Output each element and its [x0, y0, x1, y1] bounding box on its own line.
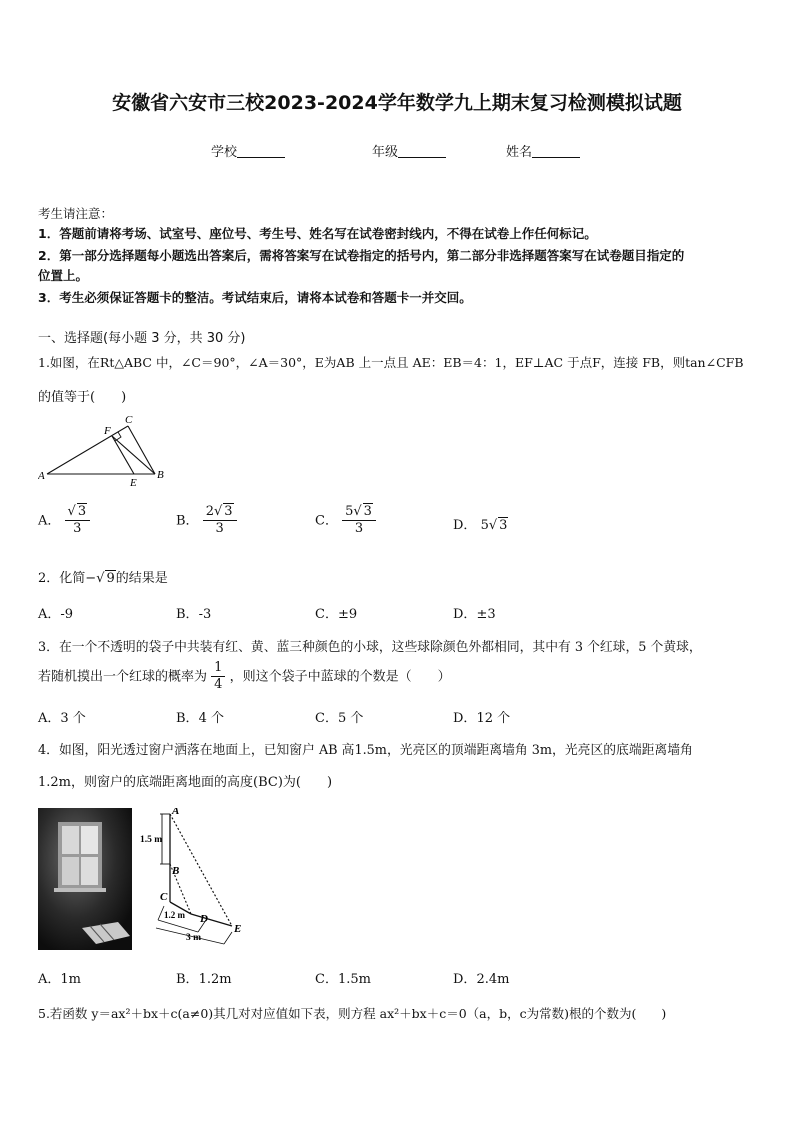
- q3-fraction-num: 1: [211, 660, 225, 677]
- q2-stem-radicand: 9: [106, 571, 115, 586]
- q1-option-b-radicand: 3: [224, 504, 233, 519]
- q2-option-b[interactable]: [176, 603, 211, 622]
- q4-label-a: A: [172, 808, 180, 817]
- q1-option-a[interactable]: [38, 504, 90, 538]
- notice-item-2: 2．第一部分选择题每小题选出答案后，需将答案写在试卷指定的括号内，第二部分非选择题答案写在试卷题目指定的: [38, 248, 685, 263]
- section-heading: 一、选择题(每小题 3 分，共 30 分): [38, 331, 246, 346]
- name-blank: [532, 145, 580, 158]
- q4-option-c-letter: C．: [315, 972, 338, 987]
- q3-option-c-letter: C．: [315, 711, 338, 726]
- q4-label-e: E: [234, 923, 242, 935]
- q3-option-b-letter: B．: [176, 711, 199, 726]
- q3-option-b-text: 4 个: [198, 711, 224, 726]
- q3-stem-line2: [38, 660, 451, 694]
- q3-option-b[interactable]: [176, 707, 224, 726]
- q2-option-b-letter: B．: [176, 607, 199, 622]
- q1-option-b-letter: B．: [176, 513, 199, 529]
- q4-option-d[interactable]: [453, 968, 509, 987]
- q1-option-b-fraction: $\frac{2√ 3}{3}$: [203, 504, 237, 538]
- q3-fraction-den: 4: [214, 677, 223, 693]
- q4-label-d: D: [200, 913, 208, 925]
- q4-light-diagram: [140, 808, 264, 950]
- q3-option-d-letter: D．: [453, 711, 477, 726]
- page-title: 安徽省六安市三校2023-2024学年数学九上期末复习检测模拟试题: [112, 92, 682, 114]
- q1-option-c-coef: 5: [345, 504, 354, 519]
- q1-option-d-radicand: 3: [499, 518, 508, 533]
- q1-option-b[interactable]: [176, 504, 237, 538]
- q1-option-c-radicand: 3: [363, 504, 372, 519]
- q2-option-d-text: ±3: [476, 607, 496, 622]
- q4-option-a-text: 1m: [60, 972, 81, 987]
- q2-option-a[interactable]: [38, 603, 73, 622]
- notice-item-2-cont: 位置上。: [38, 268, 89, 283]
- q4-option-d-text: 2.4m: [476, 972, 510, 987]
- q3-option-a-text: 3 个: [60, 711, 86, 726]
- q3-option-d[interactable]: [453, 707, 510, 726]
- q2-option-c[interactable]: [315, 603, 357, 622]
- q4-option-c[interactable]: [315, 968, 371, 987]
- q1-label-c: C: [125, 414, 133, 426]
- q2-stem: 2．化简−√ 9的结果是: [38, 571, 168, 586]
- notice-item-3: 3．考生必须保证答题卡的整洁。考试结束后，请将本试卷和答题卡一并交回。: [38, 290, 472, 305]
- q2-option-a-letter: A．: [38, 607, 61, 622]
- q1-option-a-den: 3: [73, 521, 82, 537]
- q1-label-a: A: [38, 470, 45, 482]
- notice-heading: 考生请注意：: [38, 206, 114, 221]
- q4-stem-line1: 4．如图，阳光透过窗户洒落在地面上，已知窗户 AB 高1.5m，光亮区的顶端距离墙角 3m，光亮区的底端距离墙角: [38, 743, 693, 758]
- q1-option-c-fraction: $\frac{5√ 3}{3}$: [342, 504, 376, 538]
- q1-option-b-den: 3: [215, 521, 224, 537]
- q3-stem-post: ，则这个袋子中蓝球的个数是（ ）: [229, 669, 451, 685]
- q4-option-a[interactable]: [38, 968, 81, 987]
- q4-label-c: C: [160, 891, 168, 903]
- q2-stem-pre: 2．化简: [38, 571, 86, 586]
- q2-option-c-letter: C．: [315, 607, 338, 622]
- q3-stem-line1: 3．在一个不透明的袋子中共装有红、黄、蓝三种颜色的小球，这些球除颜色外都相同，其中有 3 个红球，5 个黄球，: [38, 640, 702, 655]
- name-label: 姓名: [506, 145, 533, 160]
- q1-option-a-letter: A．: [38, 513, 61, 529]
- q1-option-a-radicand: 3: [77, 504, 87, 519]
- q1-stem-line1: 1.如图，在Rt△ABC 中，∠C＝90°，∠A＝30°，E为AB 上一点且 AE：EB＝4：1，EF⊥AC 于点F，连接 FB，则tan∠CFB: [38, 355, 744, 370]
- q1-option-c[interactable]: [315, 504, 376, 538]
- q1-option-c-den: 3: [354, 521, 364, 537]
- q3-option-d-text: 12 个: [476, 711, 511, 726]
- q4-option-b[interactable]: [176, 968, 232, 987]
- school-field: [211, 141, 285, 160]
- q4-option-d-letter: D．: [453, 972, 477, 987]
- q4-option-a-letter: A．: [38, 972, 61, 987]
- q4-label-cd: 1.2 m: [164, 910, 185, 920]
- q1-option-d-letter: D．: [453, 518, 477, 533]
- q2-stem-post: 的结果是: [115, 571, 168, 586]
- q1-label-f: F: [104, 425, 111, 437]
- q5-stem: 5.若函数 y＝ax²＋bx＋c(a≠0)其几对对应值如下表，则方程 ax²＋bx＋c＝0（a，b，c为常数)根的个数为( ): [38, 1006, 667, 1021]
- name-field: [506, 141, 580, 160]
- school-label: 学校: [211, 145, 238, 160]
- q2-option-d-letter: D．: [453, 607, 477, 622]
- q3-option-a[interactable]: [38, 707, 86, 726]
- grade-label: 年级: [372, 145, 399, 160]
- q2-stem-sign: −: [85, 571, 97, 586]
- q1-option-c-letter: C．: [315, 513, 338, 529]
- grade-field: [372, 141, 446, 160]
- q3-option-a-letter: A．: [38, 711, 61, 726]
- q1-stem-line2: 的值等于( ): [38, 390, 127, 405]
- q4-label-height: 1.5 m: [140, 835, 163, 845]
- q4-label-ce: 3 m: [186, 933, 202, 943]
- q1-option-b-coef: 2: [205, 504, 214, 519]
- q2-option-b-text: -3: [198, 607, 212, 622]
- notice-item-1: 1．答题前请将考场、试室号、座位号、考生号、姓名写在试卷密封线内，不得在试卷上作任何标记。: [38, 226, 597, 241]
- q1-option-a-fraction: $\frac{√ 3}{3}$: [65, 504, 91, 538]
- q2-option-c-text: ±9: [337, 607, 358, 622]
- school-blank: [237, 145, 285, 158]
- q3-option-c-text: 5 个: [337, 711, 364, 726]
- q2-option-d[interactable]: [453, 603, 496, 622]
- q4-window-photo: [38, 808, 132, 950]
- q1-label-e: E: [130, 477, 137, 488]
- q4-stem-line2: 1.2m，则窗户的底端距离地面的高度(BC)为( ): [38, 775, 333, 790]
- q4-option-b-letter: B．: [176, 972, 199, 987]
- q4-option-b-text: 1.2m: [198, 972, 232, 987]
- q1-option-d[interactable]: D． 5√ 3: [453, 518, 508, 533]
- q4-option-c-text: 1.5m: [337, 972, 371, 987]
- q3-option-c[interactable]: [315, 707, 363, 726]
- q1-option-d-coef: 5: [480, 518, 489, 533]
- q1-label-b: B: [157, 469, 164, 481]
- q3-fraction: [211, 660, 225, 694]
- q1-triangle-figure: [38, 412, 170, 488]
- q2-option-a-text: -9: [60, 607, 74, 622]
- q4-label-b: B: [172, 865, 180, 877]
- q3-stem-pre: 若随机摸出一个红球的概率为: [38, 669, 208, 685]
- grade-blank: [398, 145, 446, 158]
